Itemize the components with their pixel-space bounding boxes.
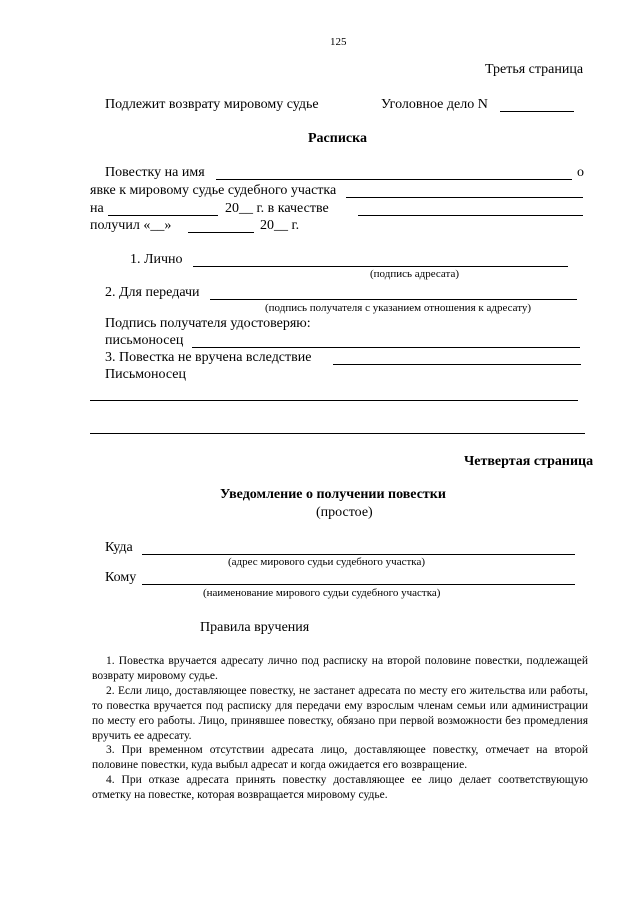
case-number-field[interactable] (500, 111, 574, 112)
to-where-label: Куда (105, 540, 133, 555)
to-whom-label: Кому (105, 570, 137, 585)
postman-label-2: Письмоносец (105, 367, 186, 382)
page-number: 125 (330, 36, 347, 48)
certify-label: Подпись получателя удостоверяю: (105, 316, 311, 331)
court-section-label: явке к мировому судье судебного участка (90, 183, 337, 198)
summons-name-label: Повестку на имя (105, 165, 205, 180)
to-whom-caption: (наименование мирового судьи судебного участка) (203, 587, 441, 599)
item-personally-label: 1. Лично (130, 252, 183, 267)
received-year-label: 20__ г. (260, 218, 300, 233)
rule-item: 1. Повестка вручается адресату лично под расписку на второй половине повестки, подлежащей возврату мировому судье. (92, 655, 588, 682)
rules-title: Правила вручения (200, 620, 310, 635)
item-transfer-label: 2. Для передачи (105, 285, 200, 300)
date-on-label: на (90, 201, 104, 216)
received-month-field[interactable] (188, 232, 254, 233)
date-day-month-field[interactable] (108, 215, 218, 216)
rule-item: 2. Если лицо, доставляющее повестку, не застанет адресата по месту его жительства или работы, то повестка вручается под расписку для передачи ему взрослым членам семьи или администрации по месту его работы. Лицо, принявшее повестку, обязано при первой возможности без промедления вручить ее адресату. (92, 685, 588, 742)
extra-line-2[interactable] (90, 433, 585, 434)
item-not-delivered-label: 3. Повестка не вручена вследствие (105, 350, 312, 365)
capacity-label: 20__ г. в качестве (225, 201, 329, 216)
third-page-heading: Третья страница (485, 62, 584, 77)
recipient-signature-field[interactable] (210, 299, 577, 300)
addressee-signature-caption: (подпись адресата) (370, 268, 459, 280)
capacity-field[interactable] (358, 215, 583, 216)
rule-item: 4. При отказе адресата принять повестку доставляющее ее лицо делает соответствующую отметку на повестке, которая возвращается мировому судье. (92, 774, 588, 801)
fourth-page-heading: Четвертая страница (464, 454, 594, 469)
summons-name-field[interactable] (216, 179, 572, 180)
received-label: получил «__» (90, 218, 172, 233)
court-section-field[interactable] (346, 197, 583, 198)
postman-label: письмоносец (105, 333, 184, 348)
notice-title: Уведомление о получении повестки (220, 487, 446, 502)
return-note: Подлежит возврату мировому судье (105, 97, 319, 112)
not-delivered-reason-field[interactable] (333, 364, 581, 365)
addressee-signature-field[interactable] (193, 266, 568, 267)
postman-signature-field[interactable] (192, 347, 580, 348)
extra-line-1[interactable] (90, 400, 578, 401)
receipt-title: Расписка (308, 131, 367, 146)
to-where-caption: (адрес мирового судьи судебного участка) (228, 556, 426, 568)
notice-subtitle: (простое) (316, 505, 373, 520)
summons-name-end: о (577, 165, 584, 180)
to-where-field[interactable] (142, 554, 575, 555)
case-label: Уголовное дело N (381, 97, 488, 112)
to-whom-field[interactable] (142, 584, 575, 585)
rule-item: 3. При временном отсутствии адресата лицо, доставляющее повестку, отмечает на второй половине повестки, куда выбыл адресат и когда ожидается его возвращение. (92, 744, 588, 771)
recipient-signature-caption: (подпись получателя с указанием отношения к адресату) (265, 302, 532, 314)
